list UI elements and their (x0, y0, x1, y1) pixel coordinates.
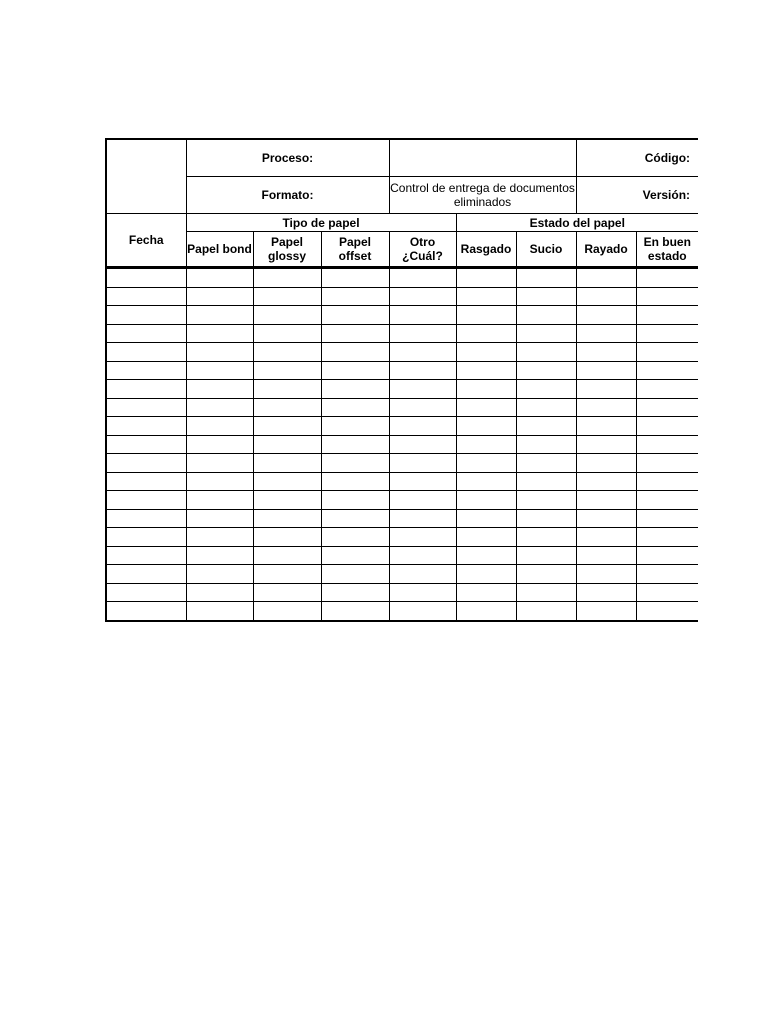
table-cell[interactable] (253, 546, 321, 565)
table-cell[interactable] (253, 287, 321, 306)
table-cell[interactable] (389, 546, 456, 565)
table-cell[interactable] (186, 287, 253, 306)
table-row (106, 306, 698, 325)
table-cell[interactable] (321, 509, 389, 528)
table-cell[interactable] (389, 417, 456, 436)
table-cell[interactable] (636, 602, 698, 621)
table-cell[interactable] (456, 417, 516, 436)
col-sucio: Sucio (516, 232, 576, 268)
table-cell[interactable] (636, 361, 698, 380)
table-cell[interactable] (456, 268, 516, 288)
table-row (106, 398, 698, 417)
table-cell[interactable] (321, 361, 389, 380)
fecha-cell[interactable] (106, 361, 186, 380)
table-cell[interactable] (389, 361, 456, 380)
table-cell[interactable] (456, 306, 516, 325)
table-cell[interactable] (456, 565, 516, 584)
table-cell[interactable] (389, 602, 456, 621)
table-cell[interactable] (516, 472, 576, 491)
table-cell[interactable] (516, 380, 576, 399)
table-row (106, 528, 698, 547)
table-row (106, 602, 698, 621)
col-rayado: Rayado (576, 232, 636, 268)
table-cell[interactable] (389, 472, 456, 491)
table-cell[interactable] (516, 324, 576, 343)
formato-value: Control de entrega de documentos eliminados (389, 177, 576, 214)
fecha-cell[interactable] (106, 509, 186, 528)
table-cell[interactable] (456, 380, 516, 399)
table-cell[interactable] (516, 602, 576, 621)
fecha-cell[interactable] (106, 306, 186, 325)
table-cell[interactable] (636, 528, 698, 547)
table-cell[interactable] (516, 546, 576, 565)
col-papel-offset: Papel offset (321, 232, 389, 268)
table-cell[interactable] (321, 306, 389, 325)
table-cell[interactable] (186, 343, 253, 362)
fecha-cell[interactable] (106, 583, 186, 602)
table-row (106, 546, 698, 565)
table-cell[interactable] (186, 583, 253, 602)
table-cell[interactable] (321, 546, 389, 565)
table-cell[interactable] (636, 491, 698, 510)
table-cell[interactable] (321, 491, 389, 510)
table-cell[interactable] (253, 454, 321, 473)
table-cell[interactable] (576, 398, 636, 417)
table-cell[interactable] (516, 528, 576, 547)
table-cell[interactable] (576, 565, 636, 584)
fecha-cell[interactable] (106, 380, 186, 399)
table-cell[interactable] (516, 398, 576, 417)
table-cell[interactable] (636, 380, 698, 399)
fecha-cell[interactable] (106, 417, 186, 436)
table-cell[interactable] (456, 491, 516, 510)
fecha-cell[interactable] (106, 435, 186, 454)
table-cell[interactable] (456, 343, 516, 362)
table-cell[interactable] (253, 268, 321, 288)
table-cell[interactable] (253, 565, 321, 584)
table-cell[interactable] (576, 417, 636, 436)
fecha-cell[interactable] (106, 491, 186, 510)
table-cell[interactable] (186, 361, 253, 380)
table-row (106, 435, 698, 454)
table-cell[interactable] (186, 380, 253, 399)
fecha-cell[interactable] (106, 472, 186, 491)
table-row (106, 268, 698, 288)
table-cell[interactable] (516, 287, 576, 306)
table-cell[interactable] (389, 583, 456, 602)
table-cell[interactable] (253, 361, 321, 380)
table-cell[interactable] (253, 435, 321, 454)
table-row (106, 361, 698, 380)
table-row (106, 380, 698, 399)
table-cell[interactable] (636, 398, 698, 417)
table-row (106, 491, 698, 510)
fecha-cell[interactable] (106, 268, 186, 288)
table-cell[interactable] (516, 491, 576, 510)
table-cell[interactable] (456, 472, 516, 491)
table-cell[interactable] (456, 583, 516, 602)
table-cell[interactable] (456, 398, 516, 417)
table-cell[interactable] (389, 268, 456, 288)
table-cell[interactable] (253, 380, 321, 399)
codigo-label: Código: (576, 139, 698, 177)
table-cell[interactable] (186, 398, 253, 417)
table-cell[interactable] (253, 398, 321, 417)
table-cell[interactable] (186, 435, 253, 454)
document-control-form (105, 138, 698, 622)
fecha-cell[interactable] (106, 324, 186, 343)
table-cell[interactable] (253, 472, 321, 491)
fecha-cell[interactable] (106, 528, 186, 547)
table-cell[interactable] (636, 343, 698, 362)
table-cell[interactable] (186, 268, 253, 288)
table-cell[interactable] (253, 583, 321, 602)
table-cell[interactable] (253, 509, 321, 528)
table-cell[interactable] (516, 417, 576, 436)
table-cell[interactable] (456, 454, 516, 473)
table-cell[interactable] (389, 565, 456, 584)
table-cell[interactable] (576, 491, 636, 510)
table-cell[interactable] (636, 324, 698, 343)
table-cell[interactable] (576, 268, 636, 288)
table-cell[interactable] (186, 454, 253, 473)
fecha-cell[interactable] (106, 398, 186, 417)
table-cell[interactable] (516, 583, 576, 602)
table-cell[interactable] (576, 454, 636, 473)
table-cell[interactable] (389, 509, 456, 528)
table-cell[interactable] (636, 306, 698, 325)
table-cell[interactable] (516, 435, 576, 454)
table-cell[interactable] (516, 509, 576, 528)
table-cell[interactable] (576, 472, 636, 491)
table-row (106, 324, 698, 343)
table-cell[interactable] (186, 528, 253, 547)
table-cell[interactable] (186, 491, 253, 510)
table-cell[interactable] (576, 528, 636, 547)
fecha-header: Fecha (106, 214, 186, 268)
table-cell[interactable] (456, 602, 516, 621)
logo-area (106, 139, 186, 214)
table-row (106, 583, 698, 602)
table-row (106, 343, 698, 362)
table-cell[interactable] (456, 435, 516, 454)
table-cell[interactable] (456, 509, 516, 528)
table-cell[interactable] (186, 324, 253, 343)
table-cell[interactable] (389, 435, 456, 454)
table-cell[interactable] (389, 398, 456, 417)
table-cell[interactable] (576, 435, 636, 454)
table-cell[interactable] (516, 306, 576, 325)
col-papel-bond: Papel bond (186, 232, 253, 268)
table-cell[interactable] (389, 491, 456, 510)
tipo-papel-header: Tipo de papel (186, 214, 456, 232)
table-cell[interactable] (321, 435, 389, 454)
table-cell[interactable] (636, 472, 698, 491)
proceso-value (389, 139, 576, 177)
fecha-cell[interactable] (106, 602, 186, 621)
table-cell[interactable] (456, 324, 516, 343)
proceso-label: Proceso: (186, 139, 389, 177)
table-row (106, 472, 698, 491)
table-cell[interactable] (321, 380, 389, 399)
table-cell[interactable] (253, 417, 321, 436)
fecha-cell[interactable] (106, 287, 186, 306)
table-row (106, 509, 698, 528)
table-cell[interactable] (186, 306, 253, 325)
table-cell[interactable] (321, 324, 389, 343)
table-cell[interactable] (636, 565, 698, 584)
table-cell[interactable] (253, 324, 321, 343)
table-cell[interactable] (636, 287, 698, 306)
table-cell[interactable] (253, 306, 321, 325)
col-papel-glossy: Papel glossy (253, 232, 321, 268)
table-cell[interactable] (389, 324, 456, 343)
table-cell[interactable] (389, 287, 456, 306)
table-cell[interactable] (516, 268, 576, 288)
table-row (106, 454, 698, 473)
table-cell[interactable] (253, 491, 321, 510)
table-cell[interactable] (321, 287, 389, 306)
table-cell[interactable] (389, 454, 456, 473)
table-cell[interactable] (516, 565, 576, 584)
table-cell[interactable] (389, 306, 456, 325)
table-cell[interactable] (576, 343, 636, 362)
table-cell[interactable] (253, 343, 321, 362)
data-rows (106, 268, 698, 621)
col-en-buen-estado: En buen estado (636, 232, 698, 268)
table-cell[interactable] (253, 602, 321, 621)
fecha-cell[interactable] (106, 454, 186, 473)
table-cell[interactable] (636, 435, 698, 454)
col-otro-cual: Otro ¿Cuál? (389, 232, 456, 268)
table-cell[interactable] (456, 287, 516, 306)
table-cell[interactable] (576, 324, 636, 343)
table-cell[interactable] (321, 565, 389, 584)
table-cell[interactable] (321, 398, 389, 417)
table-cell[interactable] (321, 343, 389, 362)
table-cell[interactable] (321, 528, 389, 547)
table-cell[interactable] (516, 454, 576, 473)
table-cell[interactable] (186, 565, 253, 584)
estado-papel-header: Estado del papel (456, 214, 698, 232)
table-cell[interactable] (321, 602, 389, 621)
table-cell[interactable] (186, 417, 253, 436)
table-cell[interactable] (576, 546, 636, 565)
table-cell[interactable] (253, 528, 321, 547)
table-row (106, 565, 698, 584)
table-cell[interactable] (321, 472, 389, 491)
table-cell[interactable] (389, 528, 456, 547)
table-cell[interactable] (186, 546, 253, 565)
table-cell[interactable] (321, 454, 389, 473)
table-row (106, 417, 698, 436)
formato-label: Formato: (186, 177, 389, 214)
fecha-cell[interactable] (106, 546, 186, 565)
table-cell[interactable] (321, 268, 389, 288)
table-cell[interactable] (456, 528, 516, 547)
table-cell[interactable] (636, 417, 698, 436)
table-cell[interactable] (321, 583, 389, 602)
table-cell[interactable] (636, 546, 698, 565)
table-cell[interactable] (516, 343, 576, 362)
table-cell[interactable] (636, 268, 698, 288)
table-cell[interactable] (576, 306, 636, 325)
table-cell[interactable] (389, 343, 456, 362)
table-cell[interactable] (576, 509, 636, 528)
version-label: Versión: (576, 177, 698, 214)
table-row (106, 287, 698, 306)
table-cell[interactable] (186, 472, 253, 491)
table-cell[interactable] (576, 380, 636, 399)
table-cell[interactable] (186, 509, 253, 528)
table-cell[interactable] (576, 602, 636, 621)
table-cell[interactable] (636, 509, 698, 528)
table-cell[interactable] (576, 361, 636, 380)
table-cell[interactable] (456, 546, 516, 565)
table-cell[interactable] (456, 361, 516, 380)
table-cell[interactable] (389, 380, 456, 399)
table-cell[interactable] (321, 417, 389, 436)
table-cell[interactable] (576, 287, 636, 306)
fecha-cell[interactable] (106, 343, 186, 362)
col-rasgado: Rasgado (456, 232, 516, 268)
table-cell[interactable] (516, 361, 576, 380)
table-cell[interactable] (576, 583, 636, 602)
fecha-cell[interactable] (106, 565, 186, 584)
table-cell[interactable] (636, 583, 698, 602)
table-cell[interactable] (186, 602, 253, 621)
table-cell[interactable] (636, 454, 698, 473)
